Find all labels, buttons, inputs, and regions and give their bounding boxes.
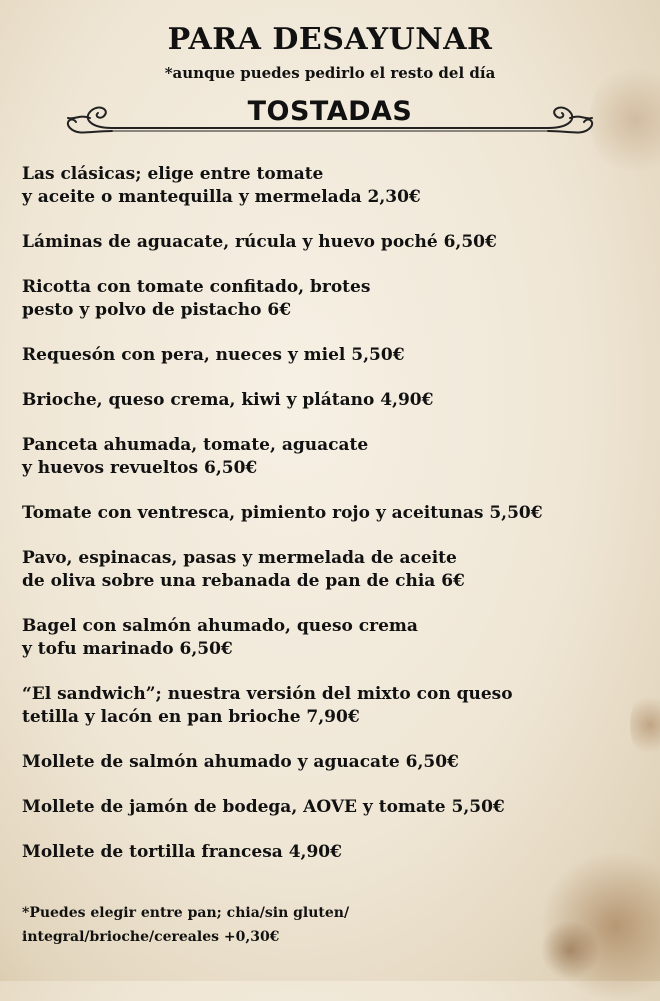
menu-item	[22, 231, 652, 254]
menu-item-line: “El sandwich”; nuestra versión del mixto con queso	[22, 684, 513, 704]
menu-item	[22, 163, 652, 209]
menu-item	[22, 683, 652, 729]
menu-item-line: Tomate con ventresca, pimiento rojo y aceitunas 5,50€	[22, 503, 543, 523]
menu-item-line: Mollete de jamón de bodega, AOVE y tomate 5,50€	[22, 797, 505, 817]
menu-item	[22, 276, 652, 322]
menu-list	[22, 163, 652, 886]
menu-item-line: Brioche, queso crema, kiwi y plátano 4,90€	[22, 390, 434, 410]
menu-item	[22, 389, 652, 412]
menu-item-line: Mollete de salmón ahumado y aguacate 6,50€	[22, 752, 459, 772]
menu-item-line: Requesón con pera, nueces y miel 5,50€	[22, 345, 405, 365]
menu-item-line: Bagel con salmón ahumado, queso crema	[22, 616, 418, 636]
page-title: PARA DESAYUNAR	[167, 22, 493, 57]
menu-item	[22, 796, 652, 819]
menu-item-line: de oliva sobre una rebanada de pan de chia 6€	[22, 571, 465, 591]
footnote	[22, 901, 349, 949]
menu-item	[22, 502, 652, 525]
page-subtitle: *aunque puedes pedirlo el resto del día	[164, 64, 496, 82]
menu-item-line: y tofu marinado 6,50€	[22, 639, 233, 659]
menu-item-line: Pavo, espinacas, pasas y mermelada de aceite	[22, 548, 457, 568]
menu-item-line: Mollete de tortilla francesa 4,90€	[22, 842, 342, 862]
menu-item	[22, 344, 652, 367]
menu-item-line: pesto y polvo de pistacho 6€	[22, 300, 292, 320]
menu-item-line: Ricotta con tomate confitado, brotes	[22, 277, 371, 297]
menu-item	[22, 751, 652, 774]
footnote-line: *Puedes elegir entre pan; chia/sin gluten/	[22, 905, 350, 921]
menu-item	[22, 841, 652, 864]
paper-stain	[540, 920, 600, 980]
section-heading: TOSTADAS	[247, 96, 413, 127]
menu-item	[22, 434, 652, 480]
menu-item-line: y aceite o mantequilla y mermelada 2,30€	[22, 187, 421, 207]
menu-item-line: tetilla y lacón en pan brioche 7,90€	[22, 707, 360, 727]
footnote-line: integral/brioche/cereales +0,30€	[22, 929, 280, 945]
menu-item-line: y huevos revueltos 6,50€	[22, 458, 258, 478]
menu-item	[22, 615, 652, 661]
menu-item-line: Las clásicas; elige entre tomate	[22, 164, 324, 184]
menu-item-line: Láminas de aguacate, rúcula y huevo poché 6,50€	[22, 232, 497, 252]
menu-item-line: Panceta ahumada, tomate, aguacate	[22, 435, 369, 455]
menu-item	[22, 547, 652, 593]
